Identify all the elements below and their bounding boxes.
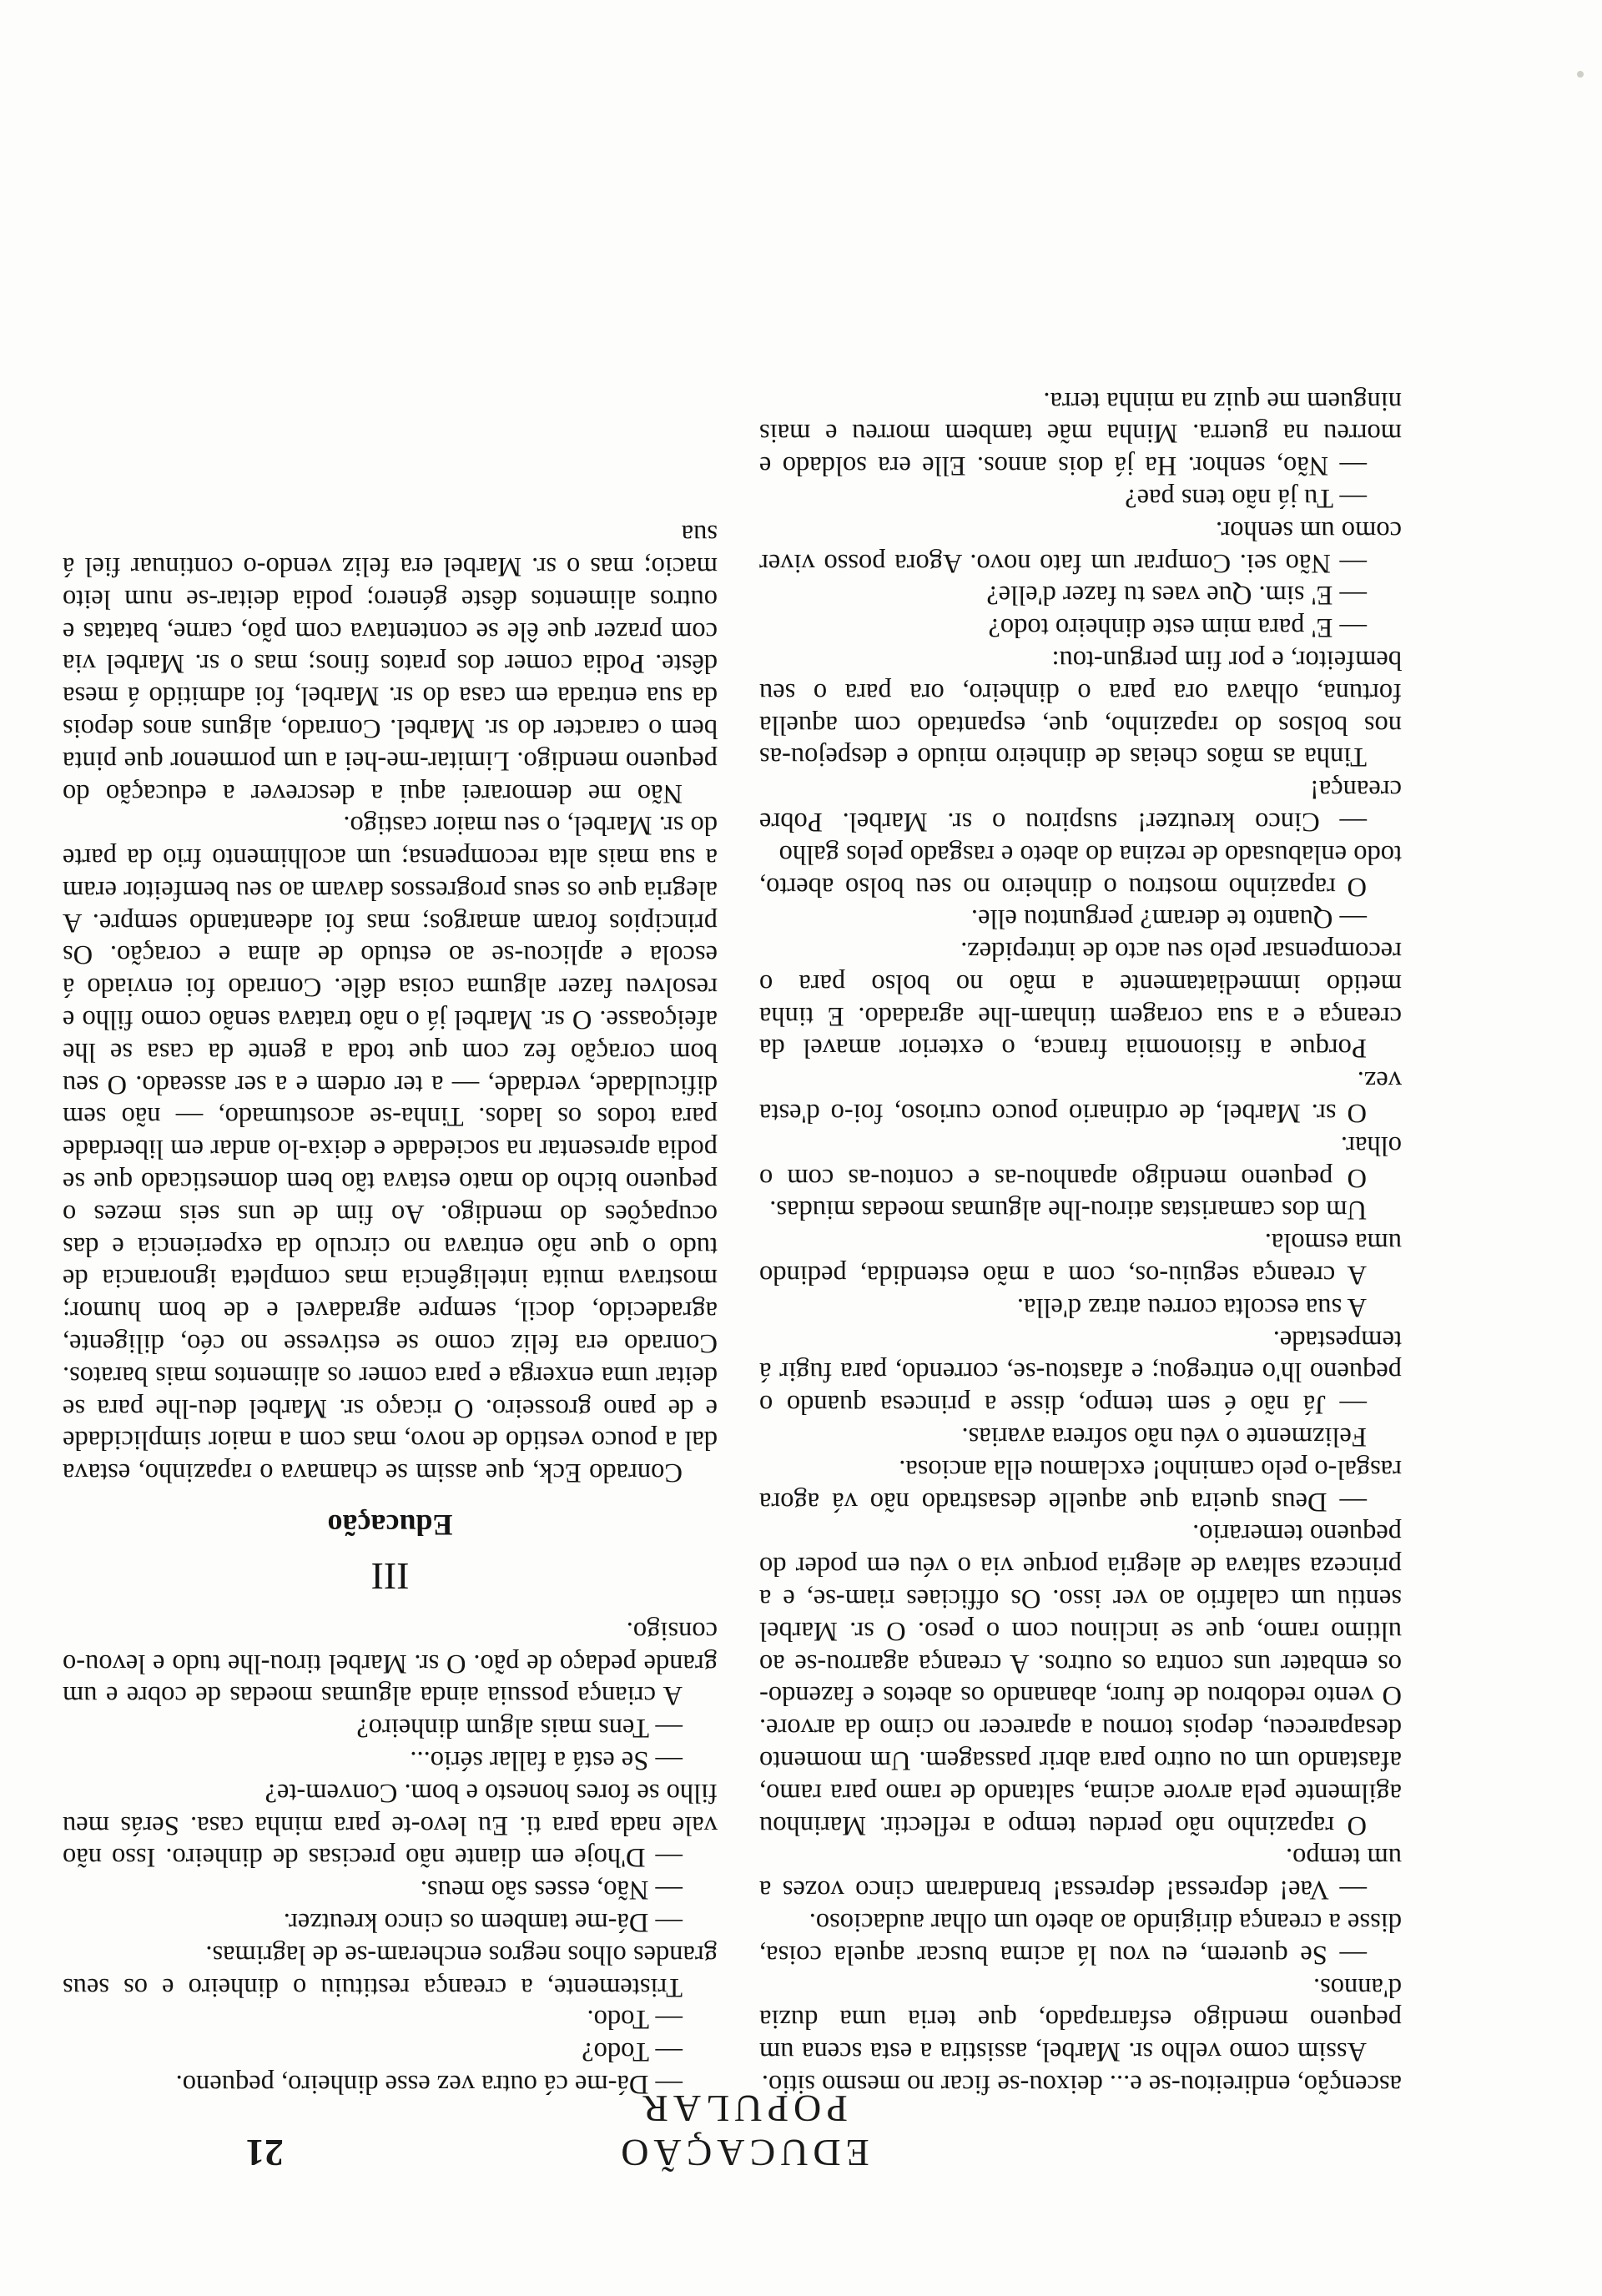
- paragraph: — Já não é sem tempo, disse a princesa quando o pequeno lh'o entregou; e afastou-se, correndo, para fugir á tempestade.: [759, 1324, 1402, 1420]
- paragraph: — Cinco kreutzer! suspirou o sr. Marbel. Pobre creança!: [759, 774, 1402, 837]
- right-column: [63, 148, 718, 2100]
- paragraph: Tinha as mãos cheias de dinheiro miudo e despejou-as nos bolsos do rapazinho, que, espantado com aquella fortuna, olhava ora para o dinheiro, ora para o seu bemfeitor, e por fim pergun-tou:: [759, 644, 1402, 773]
- paragraph: — Dá-me cá outra vez esse dinheiro, pequeno.: [175, 2069, 683, 2099]
- paragraph: Um dos camaristas atirou-lhe algumas moedas miudas.: [769, 1195, 1367, 1226]
- paragraph: — Deus queira que aquelle desastrado não vá agora rasgal-o pelo caminho! exclamou ella anciosa.: [759, 1453, 1402, 1517]
- paragraph: — Vae! depressa! depressa! brandaram cinco vozes a um tempo.: [759, 1842, 1402, 1906]
- page-header: [0, 2087, 1602, 2175]
- paragraph: — E' para mim este dinheiro todo?: [988, 612, 1367, 643]
- paragraph: Assim como velho sr. Marbel, assistira a esta scena um pequeno mendigo esfarrapado, que teria uma duzia d'annos.: [759, 1971, 1402, 2067]
- paragraph: — Tens mais algum dinheiro?: [356, 1713, 683, 1744]
- paragraph: — Tu já não tens pae?: [1125, 482, 1367, 513]
- paragraph: — Todo.: [587, 2004, 683, 2035]
- paragraph: O pequeno mendigo apanhou-as e contou-as com o olhar.: [759, 1130, 1402, 1193]
- paragraph: Felizmente o véu não sofrera avarias.: [961, 1422, 1367, 1453]
- paragraph: — Não sei. Comprar um fato novo. Agora posso viver como um senhor.: [759, 515, 1402, 578]
- paragraph: A sua escolta correu atraz d'ella.: [1016, 1292, 1367, 1322]
- paragraph: — Se está a fallar sério...: [410, 1745, 683, 1776]
- section-title: Educação: [327, 1508, 453, 1543]
- paragraph: Porque a fisionomia franca, o exterior amavel da creança e a sua coragem tinham-lhe agradado. E tinha metido immediatamente a mão no bolso para o recompensar pelo seu acto de intrepidez.: [759, 936, 1402, 1064]
- paragraph: Conrado Eck, que assim se chamava o rapazinho, estava dal a pouco vestido de novo, mas com a maior simplicidade e de pano grosseiro. O ricaço sr. Marbel deu-lhe para se deitar uma enxerga e para comer os alimentos mais baratos. Conrado era feliz como se estivesse no céo, diligente, agradecido, docil, sempre agradavel e de bom humor; mostrava muita inteligência mas completa ignorancia de tudo o que não entrava no circulo da experiencia e das ocupações do mendigo. Ao fim de uns seis mezes o pequeno bicho do mato estava tão bem domesticado que se podia apresentar na sociedade e deixa-lo andar em liberdade para todos os lados. Tinha-se acostumado, — não sem dificuldade, verdade, — a ter ordem e a ser asseado. O seu bom coração fez com que toda a gente da casa se lhe afeiçoasse. O sr. Marbel já o não tratava senão como filho e resolveu fazer alguma coisa dêle. Conrado foi enviado á escola e aplicou-se ao estudo de alma e coração. Os principios foram amargos; mas foi adeantando sempre. A alegria que os seus progressos davam ao seu bemfeitor eram a sua mais alta recompensa; um acolhimento frio da parte do sr. Marbel, o seu maior castigo.: [63, 810, 718, 1488]
- paragraph: Não me demorarei aqui a descrever a educação do pequeno mendigo. Limitar-me-hei a um pormenor que pinta bem o caracter do sr. Marbel. Conrado, alguns anos depois da sua entrada em casa do sr. Marbel, foi admitido á mesa dêste. Podia comer dos pratos finos; mas o sr. Marbel via com prazer que êle se contentava com pão, carne, batatas e outros alimentos dêste género; podia deitar-se num leito macio; mas o sr. Marbel era feliz vendo-o continuar fiel á sua: [63, 519, 718, 808]
- paragraph: — D'hoje em diante não precisas de dinheiro. Isso não vale nada para ti. Eu levo-te para minha casa. Serás meu filho se fores honesto e bom. Convem-te?: [63, 1777, 718, 1873]
- paragraph: — Se querem, eu vou lá acima buscar aquela coisa, disse a creança dirigindo ao abeto um olhar audacioso.: [759, 1907, 1402, 1970]
- paragraph: — E' sim. Que vaes tu fazer d'elle?: [986, 580, 1367, 611]
- paragraph: — Dá-me tambem os cinco kreutzer.: [283, 1907, 683, 1938]
- running-title: EDUCAÇÃO POPULAR: [616, 2087, 869, 2174]
- paragraph: Tristemente, a creança restituiu o dinheiro e os seus grandes olhos negros encheram-se de lagrimas.: [63, 1939, 718, 2002]
- section-numeral: III: [370, 1555, 410, 1599]
- paragraph: — Não, senhor. Ha já dois annos. Elle era soldado e morreu na guerra. Minha mãe tambem morreu e mais ninguem me quiz na minha terra.: [759, 385, 1402, 481]
- paragraph: — Não, esses são meus.: [420, 1875, 683, 1906]
- paragraph: O sr. Marbel, de ordinario pouco curioso, foi-o d'esta vez.: [759, 1065, 1402, 1129]
- left-column: [759, 148, 1402, 2100]
- paragraph: A criança possuia ainda algumas moedas de cobre e um grande pedaço de pão. O sr. Marbel tirou-lhe tudo e levou-o consigo.: [63, 1615, 718, 1711]
- paragraph: — Todo?: [582, 2037, 683, 2067]
- page-number: 21: [245, 2132, 284, 2174]
- paragraph: A creança seguiu-os, com a mão estendida, pedindo uma esmola.: [759, 1227, 1402, 1291]
- paragraph: — Quanto te deram? perguntou elle.: [970, 904, 1367, 934]
- paragraph: O rapazinho não perdeu tempo a reflectir. Marinhou agilmente pela arvore acima, saltando de ramo para ramo, afastando um ou outro para abrir passagem. Um momento desapareceu, depois tornou a aparecer no cimo da arvore. O vento redobrou de furor, abanando os abetos e fazendo-os embater uns contra os outros. A creança agarrou-se ao ultimo ramo, que se inclinou com o peso. O sr. Marbel sentiu um calafrio ao ver isso. Os officiaes riam-se, e a princeza saltava de alegria porque via o véu em poder do pequeno temerario.: [759, 1518, 1402, 1840]
- paragraph: O rapazinho mostrou o dinheiro no seu bolso aberto, todo enlabusado de rezina do abeto e rasgado pelos galho: [759, 838, 1402, 902]
- paragraph: ascenção, endireitou-se e... deixou-se ficar no mesmo sitio.: [761, 2069, 1402, 2099]
